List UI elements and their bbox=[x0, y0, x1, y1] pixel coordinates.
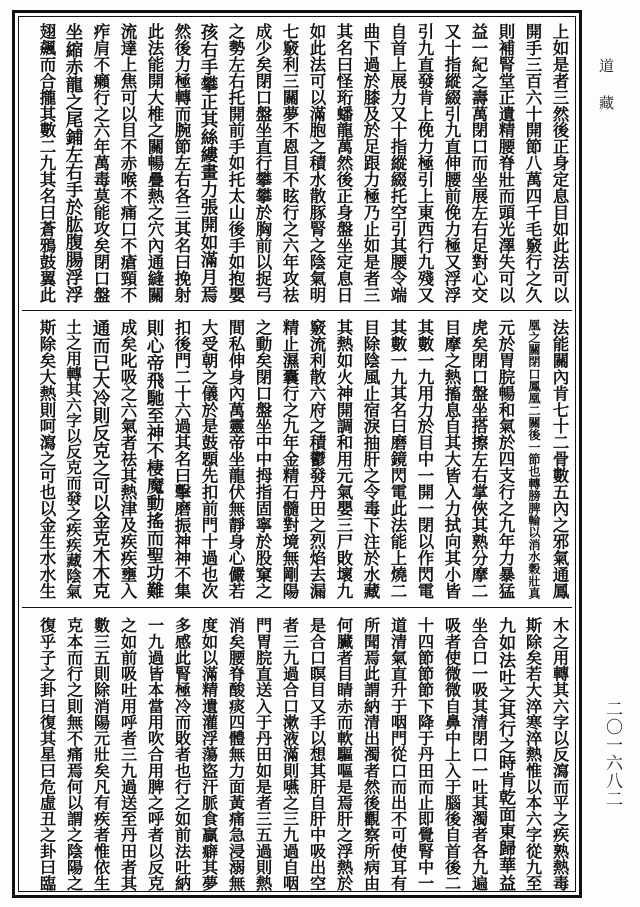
text-column: 目摩之熱搐息自其大皆入力拭向其小皆 bbox=[442, 319, 461, 599]
text-frame bbox=[12, 10, 582, 898]
book-title-header: 道藏 bbox=[597, 58, 615, 132]
text-column: 一九過皆本當用吹合用脾之呼者以反克 bbox=[145, 617, 164, 892]
text-column: 此法能開大椎之關暢疊熱之穴內通縫關 bbox=[145, 23, 164, 303]
text-column: 復乎子之卦曰復其星曰危虛丑之卦曰臨 bbox=[37, 617, 56, 892]
text-column: 門胃脘直送入于丹田如是者三五過則熱 bbox=[253, 617, 272, 892]
text-column: 元於胃脘暢和氣於四支行之九年力暴猛 bbox=[496, 319, 515, 599]
text-column: 所聞焉此謂納清出濁者然後觀察所病由 bbox=[361, 617, 380, 892]
text-column: 引九直發肯上俛力極引上東西行九殘又 bbox=[415, 23, 434, 303]
text-column: 自首上展力又十指縱綴托空引其腰令端 bbox=[388, 23, 407, 303]
text-column: 成少矣閉口盤坐直行攀攀於胸前以捉弓 bbox=[253, 23, 272, 303]
panel-divider bbox=[22, 607, 572, 608]
text-column: 精止濕囊行之九年金精石髓對境無剛陽 bbox=[280, 319, 299, 599]
text-column: 虎矣閉口盤坐搭擦左右掌俠其熟分摩二 bbox=[469, 319, 488, 599]
text-column: 竅流利散六府之積鬱發丹田之烈焰去漏 bbox=[307, 319, 326, 599]
page-number: 二〇一六八二 bbox=[602, 700, 622, 808]
text-column: 扣後門二十六過其名曰擊磨振神神不集 bbox=[172, 319, 191, 599]
text-column: 之如前吸吐用呼者三九過送至丹田者其 bbox=[118, 617, 137, 892]
text-column: 間私伸身內萬靈帝坐龍伏無靜身心儼若 bbox=[226, 319, 245, 599]
text-column: 痄肩不癩行之六年萬毒莫能攻矣閉口盤 bbox=[91, 23, 110, 303]
text-column: 又十指縱綴引九直伸腰前俛力極又浮浮 bbox=[442, 23, 461, 303]
text-column: 如此法可以滿胞之積水散豚腎之陰氣明 bbox=[307, 23, 326, 303]
text-column: 消矣腰脊酸痰四體無力面黃痛急浸溺無 bbox=[226, 617, 245, 892]
text-column: 之勢左右托開前手如托太山後手如抱嬰 bbox=[226, 23, 245, 303]
text-column: 多感此腎極冷而敗者也行之如前法吐納 bbox=[172, 617, 191, 892]
text-column: 凰之關閉口鳳凰二關後一節也轉膀脾輪以消水穀壯真 bbox=[527, 319, 541, 599]
text-column: 木之用轉其六字以反瀉而平之疾熟熱毒 bbox=[550, 617, 569, 892]
text-column: 斯除矣大熱則呵瀉之可也以金生水水生 bbox=[37, 319, 56, 599]
text-column: 則補腎堂正遺精腰脊壯而頭光澤失可以 bbox=[496, 23, 515, 303]
text-column: 九如法吐之其行之時肯乾面東歸華益 bbox=[495, 617, 515, 891]
text-column: 道清氣直升于咽門從口而出不可使耳有 bbox=[388, 617, 407, 892]
text-column: 坐合口一吸其清閉口一吐其濁者各九遍 bbox=[469, 617, 488, 892]
text-column: 目除陰風止宿淚抽肝之令毒下注於水藏 bbox=[361, 319, 380, 599]
text-column: 開手三百六十開節八萬四千毛竅行之久 bbox=[523, 23, 542, 303]
text-column: 坐縮赤龍之尾鋪左右手於肱腹腸浮浮 bbox=[63, 23, 83, 303]
text-column: 流達上焦可以目不赤喉不痛口不瘡頸不 bbox=[118, 23, 137, 303]
text-column: 孩右手攀正其絲縷畫力張開如滿月焉 bbox=[198, 23, 218, 303]
text-column: 斯除矣若大淬寒淬熱惟以本六字從九至 bbox=[523, 617, 542, 892]
text-column: 法能關內肯七十二骨數五內之邪氣通鳳 bbox=[550, 319, 569, 599]
text-column: 何臟者目睛赤而軟驅嘔是焉肝之浮熱於 bbox=[334, 617, 353, 892]
text-column: 十四節節節下降于丹田而止即覺腎中一 bbox=[415, 617, 434, 892]
text-column: 其熱如火神開調和用元氣嬰三尸敗壞九 bbox=[334, 319, 353, 599]
text-column: 是合口瞑目又手以想其肝自肝中吸出空 bbox=[307, 617, 326, 892]
text-column: 吸者使微微自鼻中上入于腦後自首後二 bbox=[442, 617, 461, 892]
text-column: 數三五則除消陽元壯矣凡有疾者惟依生 bbox=[91, 617, 110, 892]
text-column: 翅飆而合攏其數二九其名曰蒼鴉鼓翼此 bbox=[37, 23, 56, 303]
text-column: 七竅利三關夢不恩目不眩行之六年攻祛 bbox=[280, 23, 299, 303]
text-column: 之動矣閉口盤坐中中拇指固寧於股窠之 bbox=[253, 319, 272, 599]
text-column: 者三九過合口漱液滿則嚥之三九過自咽 bbox=[280, 617, 299, 892]
text-column: 通而已大冷則反克之可以金克木木克 bbox=[90, 319, 110, 599]
text-column: 度如以滿精遺灌浮蕩盜汗脈食贏癖其夢 bbox=[199, 617, 218, 892]
text-column: 上如是者三然後正身定息目如此法可以 bbox=[550, 23, 569, 303]
panel-divider bbox=[22, 310, 572, 311]
text-column: 則心帝飛馳至神不棲魔動搖而聖功難 bbox=[144, 319, 164, 599]
text-column: 土之用轉其六字以反克而發之疾疾藏陰氣 bbox=[64, 319, 83, 600]
text-column: 其數一九其名曰磨鏡閃電此法能上燒二 bbox=[388, 319, 407, 599]
text-panel-top bbox=[23, 23, 571, 305]
text-column: 其名曰怪珩蟠龍萬然後正身盤坐定息日 bbox=[334, 23, 353, 303]
text-column: 益一紀之壽萬閉口而坐展左右足對心交 bbox=[469, 23, 488, 303]
text-column: 大受朝之儀於是鼓顋先扣前門十過也次 bbox=[199, 319, 218, 599]
text-column: 其數一九用力於目中一開一閉以作閃電 bbox=[415, 319, 434, 599]
text-column: 成矣叱吸之六氣者祛其熱津及疾疾壅入 bbox=[118, 319, 137, 599]
text-column: 曲下過於膝及於足跟力極乃止如是者三 bbox=[361, 23, 380, 303]
text-panel-middle bbox=[23, 319, 571, 601]
text-frame-inner bbox=[18, 16, 576, 892]
text-column: 然後力極轉而腕節左右各三其名曰挽射 bbox=[172, 23, 191, 303]
text-panel-bottom bbox=[23, 617, 571, 893]
text-column: 克本而行之則無不痛焉何以謂之陰陽之 bbox=[64, 617, 83, 892]
